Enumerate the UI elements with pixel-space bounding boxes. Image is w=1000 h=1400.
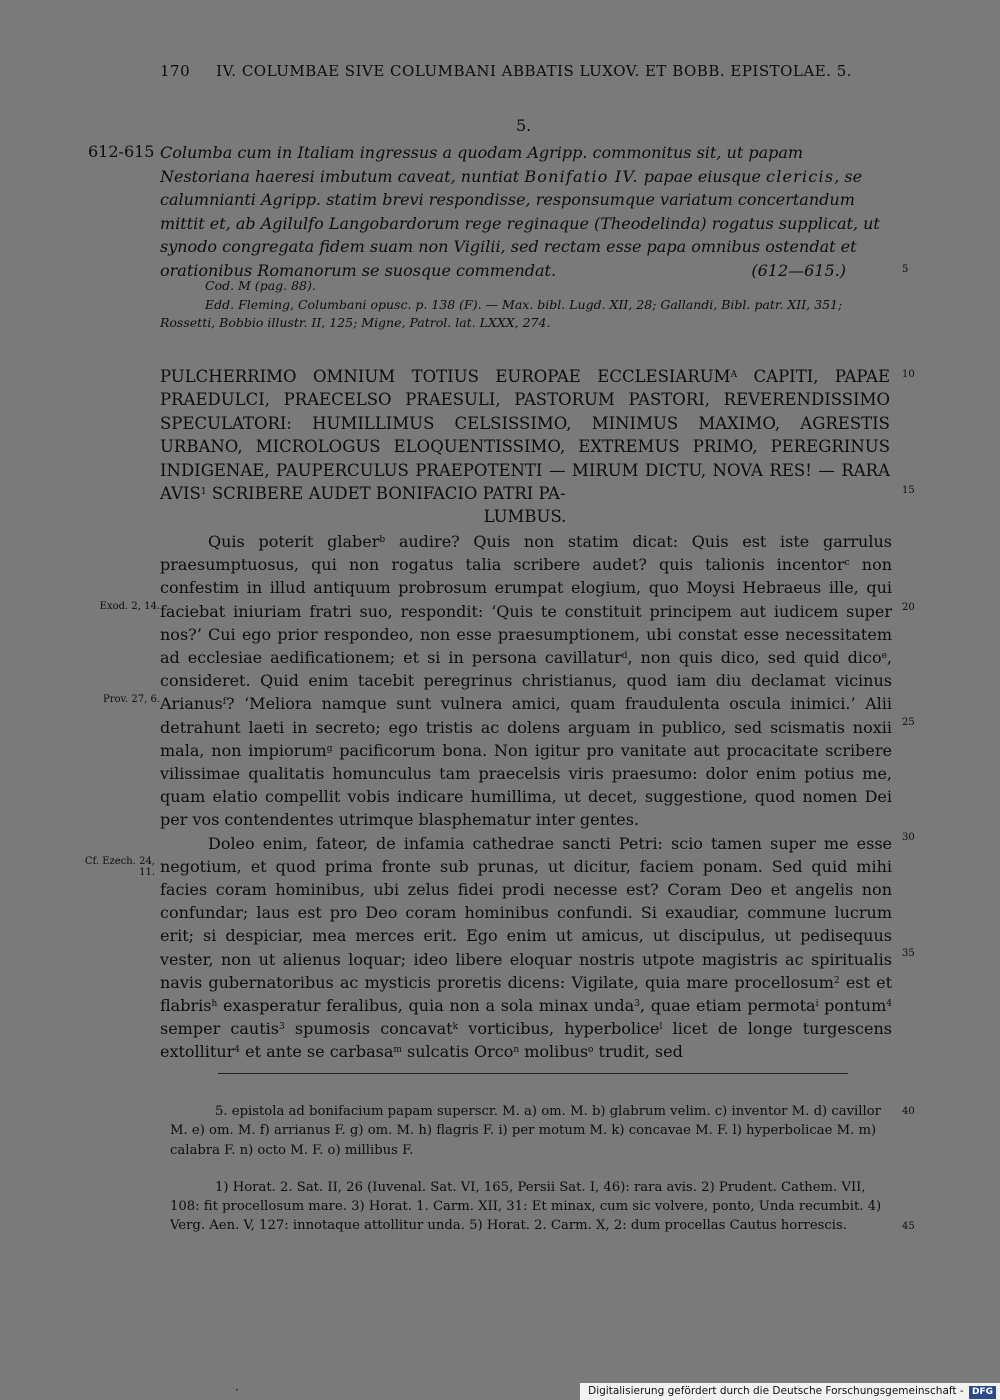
editions-note: Edd. Fleming, Columbani opusc. p. 138 (F). — Max. bibl. Lugd. XII, 28; Gallandi, Bibl. patr. XII, 351; Rossetti, Bobbio illustr. II, 125; Migne, Patrol. lat. LXXX, 274. bbox=[160, 297, 843, 330]
stray-mark: · bbox=[235, 1383, 239, 1397]
source-footnotes: 1) Horat. 2. Sat. II, 26 (Iuvenal. Sat. VI, 165, Persii Sat. I, 46): rara avis. 2) Prudent. Cathem. VII, 108: fit procellosum mare. 3) Horat. 1. Carm. XII, 31: Et minax, cum sic volvere, ponto, Unda recumbit. 4) Verg. Aen. V, 127: innotaque attollitur unda. 5) Horat. 2. Carm. X, 2: dum procellas Cautus horrescis. bbox=[170, 1180, 882, 1234]
running-title: IV. COLUMBAE SIVE COLUMBANI ABBATIS LUXOV. ET BOBB. EPISTOLAE. 5. bbox=[216, 62, 853, 80]
line-number-35: 35 bbox=[902, 948, 915, 959]
page-number: 170 bbox=[160, 62, 191, 80]
letter-body bbox=[160, 530, 892, 1064]
dfg-logo: DFG bbox=[969, 1386, 996, 1399]
paragraph-1: Quis poterit glaber$^b$ audire? Quis non statim dicat: Quis est iste garrulus praesumptuosus, qui non rogatus talia scribere audet? quis talionis incentor$^c$ non confestim in illud antiquum probrosum erumpat elogium, quo Moysi Hebraeus ille, qui faciebat iniuriam fratri suo, respondit: ‘Quis te constituit principem aut iudicem super nos?’ Cui ego prior respondeo, non esse praesumptionem, ubi constat esse necessitatem ad ecclesiae aedificationem; et si in persona cavillatur$^d$, non quis dico, sed quid dico$^e$, consideret. Quid enim tacebit peregrinus christianus, quod iam diu declamat vicinus Arianus$^f$? ‘Meliora namque sunt vulnera amici, quam fraudulenta oscula inimici.’ Alii detrahunt laeti in secreto; ego tristis ac dolens arguam in publico, sed scismatis noxii mala, non impiorum$^g$ pacificorum bona. Non igitur pro vanitate aut procacitate scribere vilissimae qualitatis homunculus tam praecelsis viris praesumo: dolor enim potius me, quam elatio compellit vobis indicare humillima, ut decet, suggestione, quod nomen Dei per vos contendentes utrimque blasphematur inter gentes. bbox=[160, 532, 893, 830]
date-range: 612-615 bbox=[88, 142, 155, 161]
line-number-15: 15 bbox=[902, 485, 915, 496]
letter-summary: Columba cum in Italiam ingressus a quodam Agripp. commonitus sit, ut papam Nestoriana haeresi imbutum caveat, nuntiat Bonifatio IV. papae eiusque clericis, se calumnianti Agripp. statim brevi respondisse, responsumque variatum concertandum mittit et, ab Agilulfo Langobardorum rege reginaque (Theodelinda) rogatus supplicat, ut synodo congregata fidem suam non Vigilii, sed rectam esse papa omnibus ostendat et orationibus Romanorum se suosque commendat. (612—615.) bbox=[160, 141, 890, 282]
section-number: 5. bbox=[516, 116, 532, 135]
line-number-10: 10 bbox=[902, 369, 915, 380]
line-number-45: 45 bbox=[902, 1221, 915, 1232]
line-number-30: 30 bbox=[902, 832, 915, 843]
line-number-25: 25 bbox=[902, 717, 915, 728]
summary-date: (612—615.) bbox=[751, 260, 846, 280]
margin-note-prov: Prov. 27, 6. bbox=[103, 694, 160, 705]
paragraph-2: Doleo enim, fateor, de infamia cathedrae sancti Petri: scio tamen super me esse negotium, et quod prima fronte sub prunas, ut dicitur, faciem ponam. Sed quid mihi facies coram hominibus, ubi zelus fidei prodi necesse est? Coram Deo et angelis non confundar; laus est pro Deo coram hominibus confundi. Si exaudiar, commune lucrum erit; si despiciar, mea merces erit. Ego enim ut amicus, ut discipulus, ut pedisequus vester, non ut alienus loquar; ideo libere eloquar nostris utpote magistris ac spiritualis navis gubernatoribus ac mysticis proretis dicens: Vigilate, quia mare procellosum$^2$ est et flabris$^h$ exasperatur feralibus, quia non a sola minax unda$^3$, quae etiam permota$^i$ pontum$^4$ semper cautis$^3$ spumosis concavat$^k$ vorticibus, hyperbolice$^l$ licet de longe turgescens extollitur$^4$ et ante se carbasa$^m$ sulcatis Orco$^n$ molibus$^o$ trudit, sed bbox=[160, 833, 893, 1062]
salutation: PULCHERRIMO OMNIUM TOTIUS EUROPAE $ECCLESIARUM^A$ CAPITI, PAPAE PRAEDULCI, PRAECELSO PRAESULI, PASTORUM PASTORI, REVERENDISSIMO SPECULATORI: HUMILLIMUS CELSISSIMO, MINIMUS MAXIMO, AGRESTIS URBANO, MICROLOGUS ELOQUENTISSIMO, EXTREMUS PRIMO, PEREGRINUS INDIGENAE, PAUPERCULUS PRAEPOTENTI — MIRUM DICTU, NOVA RES! — RARA AVIS$^1$ SCRIBERE AUDET BONIFACIO PATRI PA- LUMBUS. bbox=[160, 367, 890, 527]
codex-note: Cod. M (pag. 88). bbox=[205, 278, 316, 293]
running-header bbox=[160, 62, 860, 80]
line-number-20: 20 bbox=[902, 602, 915, 613]
line-number-5: 5 bbox=[902, 264, 909, 275]
margin-note-ezech: Cf. Ezech. 24, 11. bbox=[84, 856, 155, 878]
line-number-40: 40 bbox=[902, 1106, 915, 1117]
textual-footnotes: 5. epistola ad bonifacium papam superscr. M. a) om. M. b) glabrum velim. c) inventor M. d) cavillor M. e) om. M. f) arrianus F. g) om. M. h) flagris F. i) per motum M. k) concavae M. F. l) hyperbolicae M. m) calabra F. n) octo M. F. o) millibus F. bbox=[170, 1104, 881, 1158]
digitization-credit: Digitalisierung gefördert durch die Deutsche Forschungsgemeinschaft - DFG bbox=[580, 1383, 1000, 1400]
margin-note-exod: Exod. 2, 14. bbox=[99, 601, 160, 612]
footnote-rule bbox=[218, 1073, 848, 1074]
